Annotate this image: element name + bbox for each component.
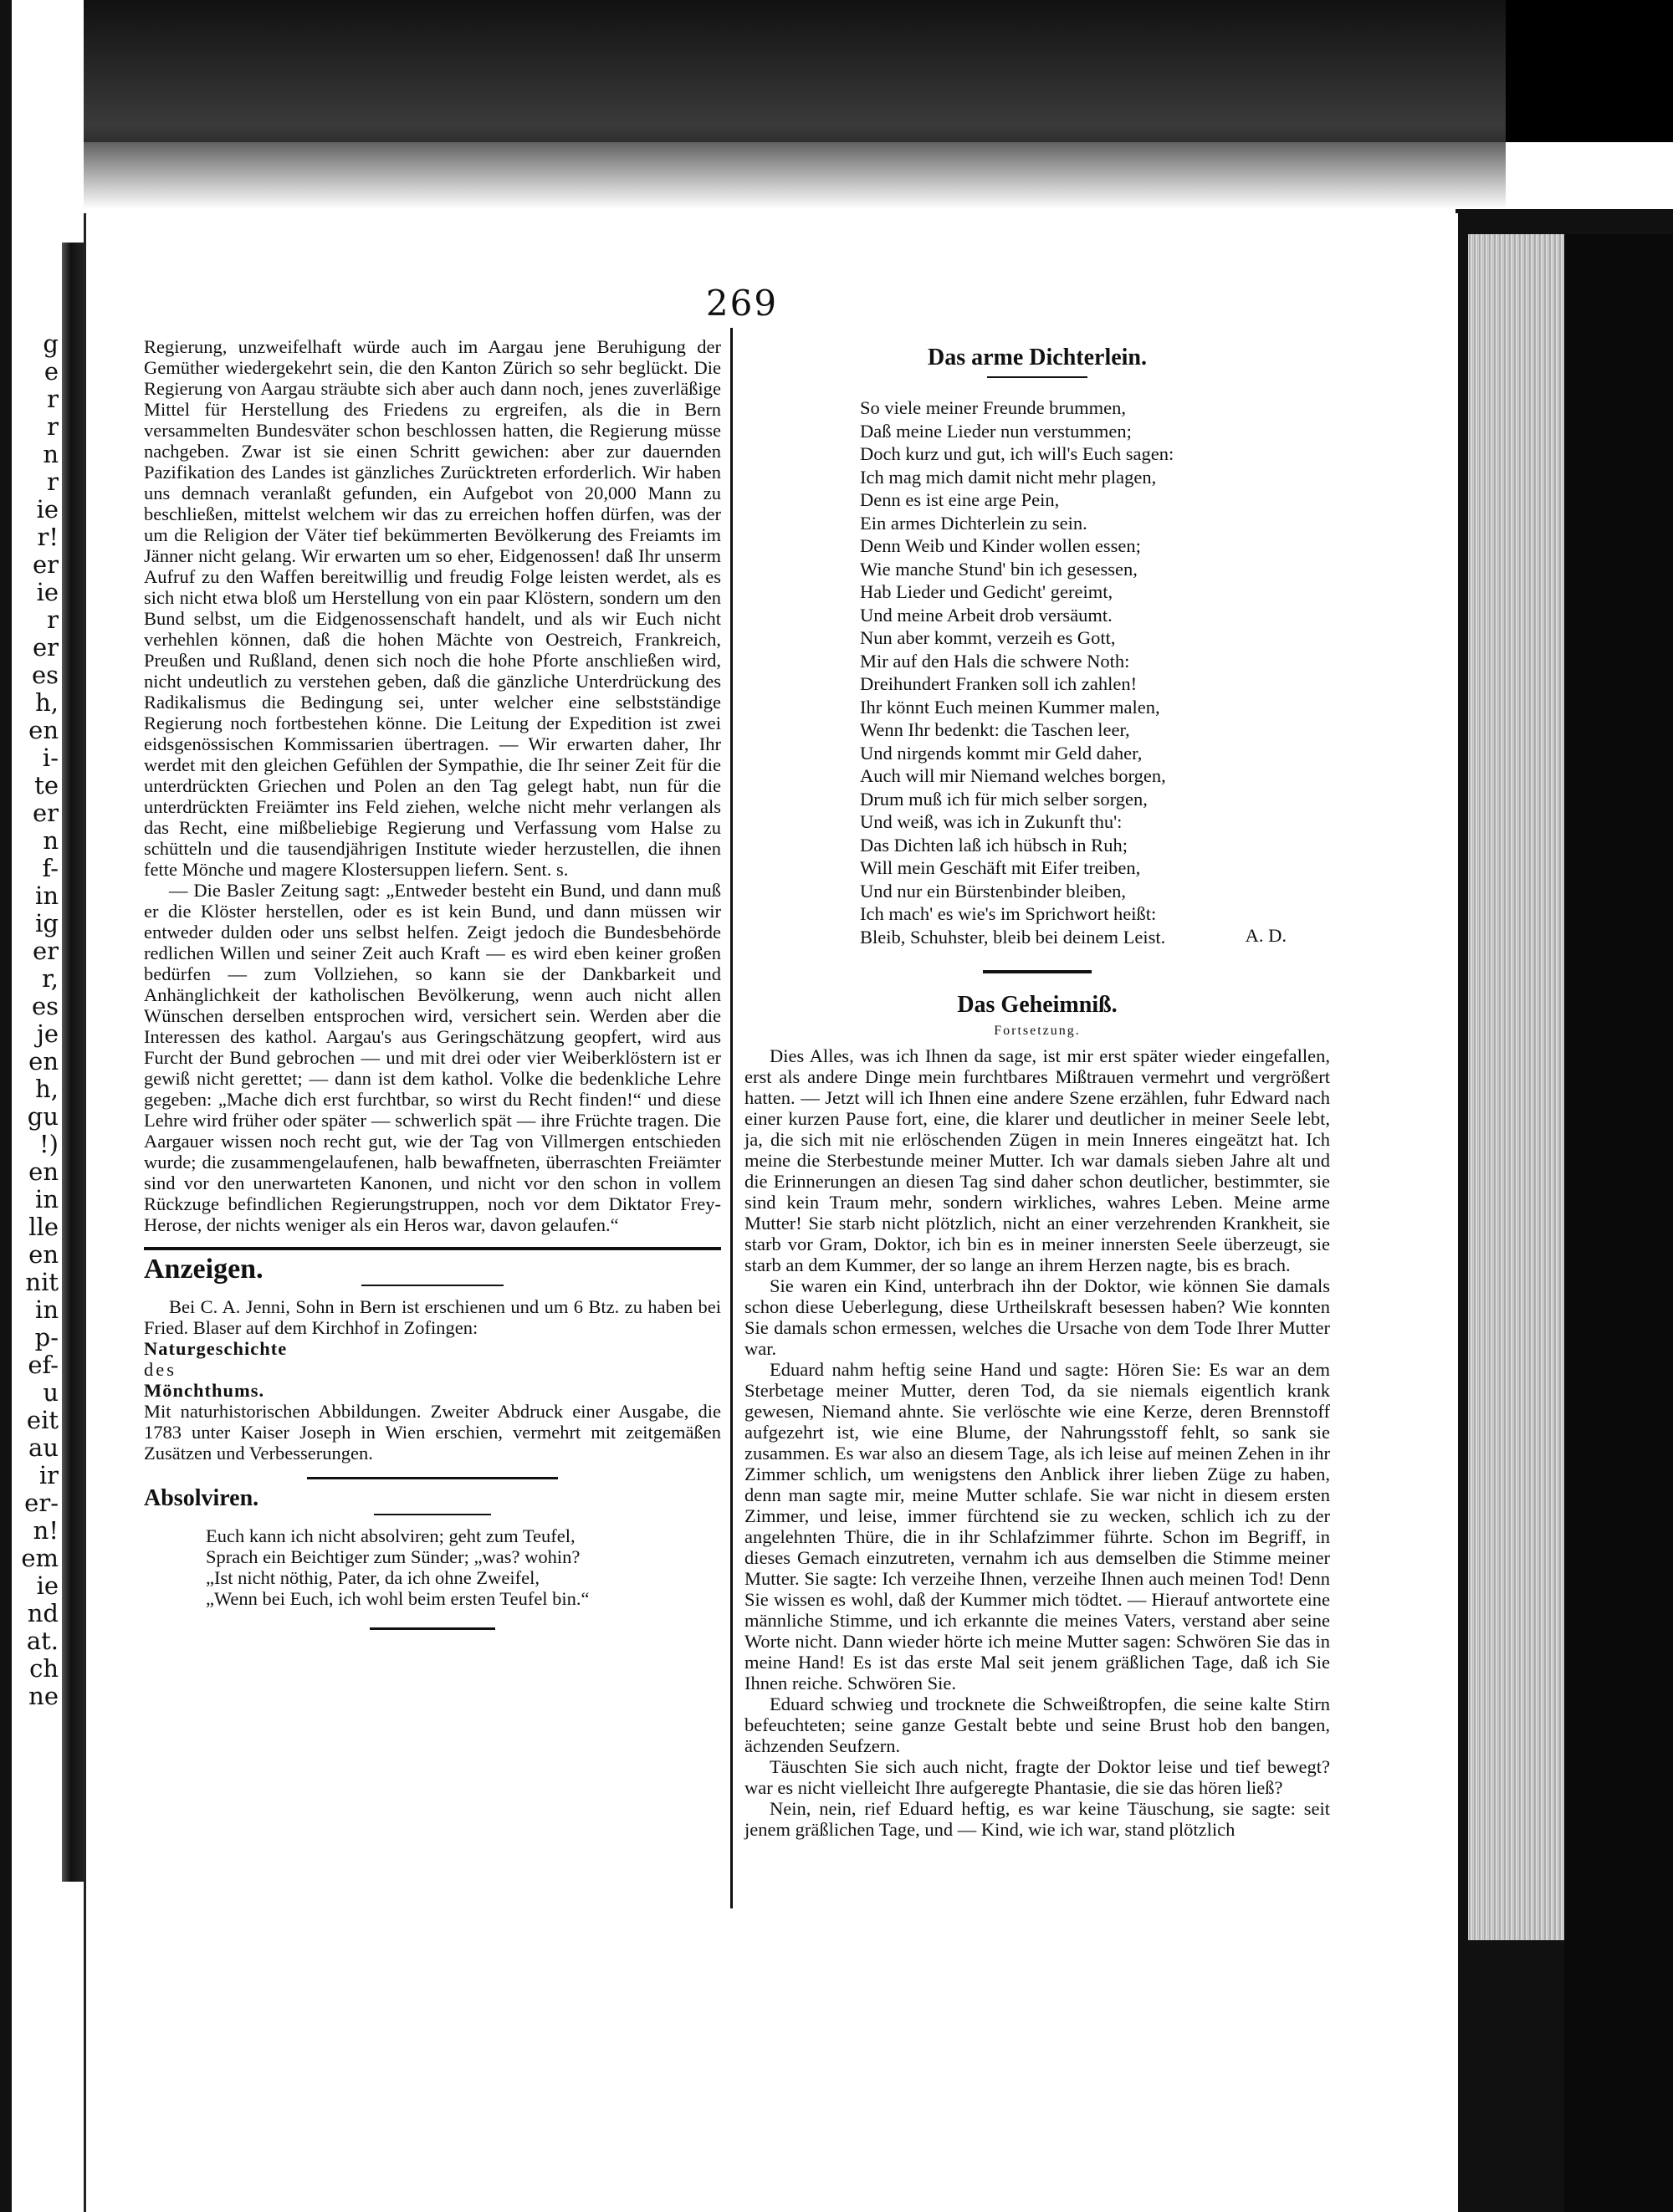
facing-page-fragment: h, — [35, 1075, 59, 1103]
facing-page-fragment: au — [28, 1433, 59, 1462]
poem-line: „Wenn bei Euch, ich wohl beim ersten Teufel bin.“ — [206, 1588, 590, 1609]
facing-page-fragment: in — [35, 1185, 59, 1213]
facing-page-fragment: er — [32, 799, 59, 827]
absolve-poem — [206, 1525, 721, 1609]
facing-page-fragment: in — [35, 1295, 59, 1324]
poem-line: Dreihundert Franken soll ich zahlen! — [860, 673, 1138, 694]
poem-line: Und nur ein Bürstenbinder bleiben, — [860, 880, 1127, 902]
facing-page-fragment: e — [43, 357, 59, 386]
facing-page-fragment: er — [32, 550, 59, 579]
poem-line: Sprach ein Beichtiger zum Sünder; „was? wohin? — [206, 1546, 581, 1567]
facing-page-fragment: en — [28, 1157, 59, 1186]
poem-line: Und nirgends kommt mir Geld daher, — [860, 742, 1143, 764]
poem-body — [860, 396, 1330, 948]
facing-page-letters — [8, 330, 59, 1710]
facing-page-fragment: r, — [42, 964, 59, 993]
facing-page-fragment: ef- — [28, 1351, 59, 1379]
facing-page-fragment: ne — [28, 1682, 59, 1710]
facing-page-fragment: ie — [36, 1571, 59, 1600]
poem-line: So viele meiner Freunde brummen, — [860, 397, 1127, 418]
article-paragraph: Regierung, unzweifelhaft würde auch im Aargau jene Beruhigung der Gemüther wiedergekehrt sein, die den Kanton Zürich so sehr beglückt. Die Regierung von Aargau sträubte sich aber auch dann noch, jenes zuverläßige Mittel für Herstellung des Friedens zu ergreifen, als die in Bern versammelten Bundesväter schon beschlossen hatten, die Regierung müsse nachgeben. Zwar ist sie einen Schritt gewichen: aber zur dauernden Pazifikation des Landes ist gänzliches Zurücktreten erforderlich. Wir haben uns demnach veranlaßt gefunden, ein Aufgebot von 20,000 Mann zu beschließen, mittelst welchem wir das zu erreichen hoffen dürfen, was der um die Religion der Väter tief bekümmerten Bevölkerung des Freiamts im Jänner nicht gelang. Wir erwarten um so eher, Eidgenossen! daß Ihr unserm Aufruf zu den Waffen bereitwillig und freudig Folge leisten werdet, als es sich nicht etwa bloß um Herstellung von ein paar Klöstern, sondern um den Bund selbst, um die Eidgenossenschaft handelt, und als wir Euch nicht verhehlen können, daß die hohen Mächte von Oestreich, Frankreich, Preußen und Rußland, denen sich noch die hohe Pforte anschließen wird, nicht undeutlich zu verstehen geben, daß die gänzliche Unterdrückung des Radikalismus die Bedingung sei, unter welcher eine selbstständige Regierung noch fortbestehen könne. Die Leitung der Expedition ist zwei eidsgenössischen Kommissarien übertragen. — Wir erwarten daher, Ihr werdet mit den gleichen Gefühlen der Sympathie, die Ihr seiner Zeit für die unterdrückten Griechen und Polen an den Tag gelegt habt, nun für die unterdrückten Freiämter ins Feld ziehen, welche nicht mehr verlangen als das Recht, eine mißbeliebige Regierung und Verfassung vom Halse zu schütteln und die tausendjährigen Institute wieder herzustellen, die ihnen fette Mönche und magere Klostersuppen liefern. Sent. s. — [144, 336, 721, 880]
facing-page-fragment: f- — [42, 854, 59, 882]
facing-page-fragment: gu — [27, 1102, 59, 1131]
facing-page-fragment: r! — [37, 523, 59, 551]
facing-page-strip — [0, 0, 84, 2212]
page-number: 269 — [705, 283, 779, 324]
facing-page-fragment: te — [34, 771, 59, 799]
column-divider — [730, 328, 733, 1908]
poem-line: Ihr könnt Euch meinen Kummer malen, — [860, 696, 1160, 718]
poem-line: Bleib, Schuhster, bleib bei deinem Leist. — [860, 926, 1166, 948]
facing-page-fragment: nd — [27, 1599, 59, 1627]
poem-line: Ein armes Dichterlein zu sein. — [860, 512, 1087, 534]
facing-page-fragment: en — [28, 716, 59, 744]
section-divider — [307, 1477, 558, 1479]
page-edges — [1468, 234, 1564, 1940]
facing-page-fragment: nit — [25, 1268, 59, 1296]
poem-line: Das Dichten laß ich hübsch in Ruh; — [860, 834, 1128, 856]
poem-line: Drum muß ich für mich selber sorgen, — [860, 788, 1148, 810]
story-subtitle: Fortsetzung. — [994, 1024, 1081, 1038]
story-paragraph: Nein, nein, rief Eduard heftig, es war keine Täuschung, sie sagte: seit jenem gräßlichen Tage, und — Kind, wie ich war, stand plötzlich — [744, 1798, 1330, 1840]
story-body — [744, 1045, 1330, 1840]
facing-page-fragment: r — [47, 412, 59, 441]
facing-page-fragment: u — [43, 1378, 59, 1407]
story-paragraph: Täuschten Sie sich auch nicht, fragte der Doktor leise und tief bewegt? war es nicht vielleicht Ihre aufgeregte Phantasie, die sie das hören ließ? — [744, 1756, 1330, 1798]
facing-page-fragment: em — [21, 1544, 59, 1572]
facing-page-fragment: es — [31, 992, 59, 1020]
facing-page-fragment: !) — [39, 1130, 59, 1158]
poem-line: Hab Lieder und Gedicht' gereimt, — [860, 581, 1113, 602]
book-title: Naturgeschichte — [144, 1338, 288, 1359]
facing-page-fragment: es — [31, 661, 59, 689]
facing-page-fragment: in — [35, 881, 59, 910]
poem-line: „Ist nicht nöthig, Pater, da ich ohne Zweifel, — [206, 1567, 540, 1588]
story-paragraph: Eduard nahm heftig seine Hand und sagte: Hören Sie: Es war an dem Sterbetage meiner Mutter, deren Tod, da sie niemals eigentlich krank gewesen, Niemand ahnte. Sie verlöschte wie eine Kerze, deren Brennstoff aufgezehrt ist, wie eine Blume, der Nahrungsstoff fehlt, so sank sie zusammen. Es war also an diesem Tage, als ich leise auf meinen Zehen in ihr Zimmer schlich, um wenigstens den Anblick ihrer lieben Züge zu haben, denn man sagte mir, meine Mutter schlafe. Sie war nicht in diesem ersten Zimmer, und leise, immer fürchtend sie zu wecken, schlich ich zu der angelehnten Thüre, die in ihr Schlafzimmer führte. Schon im Begriff, in dieses Gemach einzutreten, vernahm ich aus demselben die Stimme meiner Mutter. Sie sagte: Ich verzeihe Ihnen, verzeihe Ihnen auch meinen Tod! Denn Sie wissen es wohl, daß der Kummer mich tödtet. — Hierauf antwortete eine männliche Stimme, und ich erkannte die meines Vaters, verstand aber seine Worte nicht. Dann wieder hörte ich meine Mutter sagen: Schwören Sie das in meine Hand! Es ist das erste Mal seit jenem gräßlichen Tage, daß ich Sie Ihnen reiche. Schwören Sie. — [744, 1359, 1330, 1693]
left-column — [144, 336, 721, 1630]
heading-underline — [987, 376, 1087, 378]
facing-page-fragment: at. — [26, 1627, 59, 1655]
section-divider — [983, 970, 1092, 973]
facing-page-fragment: er- — [24, 1489, 59, 1517]
poem-line: Nun aber kommt, verzeih es Gott, — [860, 627, 1116, 648]
heading-underline — [361, 1285, 504, 1286]
poem-line: Ich mag mich damit nicht mehr plagen, — [860, 466, 1157, 488]
scan-shadow — [84, 0, 1506, 209]
facing-page-fragment: je — [36, 1019, 59, 1048]
story-paragraph: Dies Alles, was ich Ihnen da sage, ist mir erst später wieder eingefallen, erst als andere Dinge mein furchtbares Mißtrauen vermehrt und vergrößert hatten. — Jetzt will ich Ihnen eine andere Szene erzählen, fuhr Edward nach einer kurzen Pause fort, eine, die klarer und deutlicher in meiner Seele lebt, ja, die sich mit nie erlöschenden Zügen in mein Inneres eingeätzt hat. Ich meine die Sterbestunde meiner Mutter. Ich war damals sieben Jahre alt und die Erinnerungen an diesen Tag sind daher schon deutlicher, bestimmter, sie sind kein Traum mehr, sondern wirkliches, wahres Leben. Meine arme Mutter! Sie starb nicht plötzlich, nicht an einer verzehrenden Krankheit, sie starb vor Gram, Doktor, ich bin es in meiner innersten Seele überzeugt, sie starb an dem Kummer, der so lange an ihrem Herzen nagte, bis es brach. — [744, 1045, 1330, 1275]
story-heading: Das Geheimniß. — [957, 992, 1118, 1018]
book-binding — [62, 243, 84, 1882]
facing-page-fragment: en — [28, 1047, 59, 1075]
facing-page-fragment: ie — [36, 578, 59, 606]
facing-page-fragment: g — [43, 330, 59, 358]
section-divider — [144, 1247, 721, 1250]
poem-line: Mir auf den Hals die schwere Noth: — [860, 650, 1130, 672]
story-paragraph: Eduard schwieg und trocknete die Schweißtropfen, die seine kalte Stirn befeuchteten; seine ganze Gestalt bebte und seine Brust hob den bangen, ächzenden Seufzern. — [744, 1693, 1330, 1756]
article-paragraph: — Die Basler Zeitung sagt: „Entweder besteht ein Bund, und dann muß er die Klöster herstellen, oder es ist kein Bund, und dann müssen wir entweder dulden oder uns selbst helfen. Zeigt jedoch die Bundesbehörde redlichen Willen und seiner Zeit auch Kraft — es wird eben keiner großen bedürfen — zum Vollziehen, so kann sie der Dankbarkeit und Anhänglichkeit der katholischen Bevölkerung, wenn auch nicht allen Wünschen derselben entsprochen wird, versichert sein. Werden aber die Interessen des kathol. Aargau's aus Geringschätzung geopfert, wird aus Furcht der Bund gebrochen — und mit drei oder vier Weiberklöstern ist er gewiß nicht gerettet; — dann ist dem kathol. Volke die bedenkliche Lehre gegeben: „Mache dich erst furchtbar, so wirst du Recht finden!“ und diese Lehre wird früher oder später — schwerlich spät — ihre Früchte tragen. Die Aargauer wissen noch recht gut, wie der Tag von Villmergen entschieden wurde; die zusammengelaufenen, halb bewaffneten, überraschten Freiämter sind vor den unerwarteten Kanonen, und nicht vor den schon in vollem Rückzuge befindlichen Regierungstruppen, noch vor dem Diktator Frey-Herose, der nichts weniger als ein Heros war, davon gelaufen.“ — [144, 880, 721, 1235]
poem-signature: A. D. — [1245, 925, 1287, 946]
absolve-heading: Absolviren. — [144, 1485, 259, 1511]
heading-underline — [374, 1514, 491, 1515]
section-end-rule — [370, 1627, 495, 1630]
facing-page-fragment: er — [32, 633, 59, 662]
story-paragraph: Sie waren ein Kind, unterbrach ihn der Doktor, wie können Sie damals schon diese Ueberlegung, diese Urtheilskraft besessen haben? Wie konnten Sie damals schon ermessen, welches die Ursache von dem Tode Ihrer Mutter war. — [744, 1275, 1330, 1359]
facing-page-fragment: ir — [38, 1461, 59, 1489]
poem-line: Auch will mir Niemand welches borgen, — [860, 765, 1166, 786]
book-cover-edge — [1564, 234, 1673, 2212]
poem-line: Euch kann ich nicht absolviren; geht zum Teufel, — [206, 1525, 576, 1546]
poem-line: Doch kurz und gut, ich will's Euch sagen: — [860, 443, 1174, 464]
poem-line: Will mein Geschäft mit Eifer treiben, — [860, 857, 1141, 878]
right-column — [744, 336, 1330, 1840]
ads-heading: Anzeigen. — [144, 1254, 263, 1285]
facing-page-fragment: n — [43, 440, 59, 468]
facing-page-fragment: r — [47, 467, 59, 496]
book-title-connector: des — [144, 1359, 177, 1380]
facing-page-fragment: r — [47, 605, 59, 634]
facing-page-fragment: p- — [34, 1323, 59, 1351]
poem-line: Und weiß, was ich in Zukunft thu': — [860, 811, 1123, 832]
poem-heading: Das arme Dichterlein. — [927, 345, 1148, 370]
facing-page-fragment: er — [32, 937, 59, 965]
poem-line: Ich mach' es wie's im Sprichwort heißt: — [860, 903, 1157, 924]
facing-page-fragment: n! — [33, 1516, 59, 1545]
ad-text: Bei C. A. Jenni, Sohn in Bern ist erschienen und um 6 Btz. zu haben bei Fried. Blaser auf dem Kirchhof in Zofingen: — [144, 1296, 721, 1338]
facing-page-fragment: h, — [35, 688, 59, 717]
facing-page-fragment: en — [28, 1240, 59, 1269]
poem-line: Wenn Ihr bedenkt: die Taschen leer, — [860, 719, 1130, 740]
facing-page-fragment: i- — [42, 743, 59, 772]
poem-line: Denn Weib und Kinder wollen essen; — [860, 535, 1141, 556]
facing-page-fragment: ch — [29, 1654, 59, 1683]
facing-page-fragment: ig — [35, 909, 59, 937]
facing-page-fragment: lle — [28, 1213, 59, 1241]
book-title: Mönchthums. — [144, 1380, 265, 1401]
poem-line: Denn es ist eine arge Pein, — [860, 489, 1060, 510]
facing-page-fragment: r — [47, 385, 59, 413]
poem-line: Wie manche Stund' bin ich gesessen, — [860, 558, 1138, 580]
book-description: Mit naturhistorischen Abbildungen. Zweiter Abdruck einer Ausgabe, die 1783 unter Kaiser Joseph in Wien erschien, vermehrt mit zeitgemäßen Zusätzen und Verbesserungen. — [144, 1401, 721, 1464]
poem-line: Daß meine Lieder nun verstummen; — [860, 420, 1132, 442]
facing-page-fragment: eit — [26, 1406, 59, 1434]
poem-line: Und meine Arbeit drob versäumt. — [860, 604, 1113, 626]
facing-page-fragment: n — [43, 826, 59, 855]
facing-page-fragment: ie — [36, 495, 59, 524]
